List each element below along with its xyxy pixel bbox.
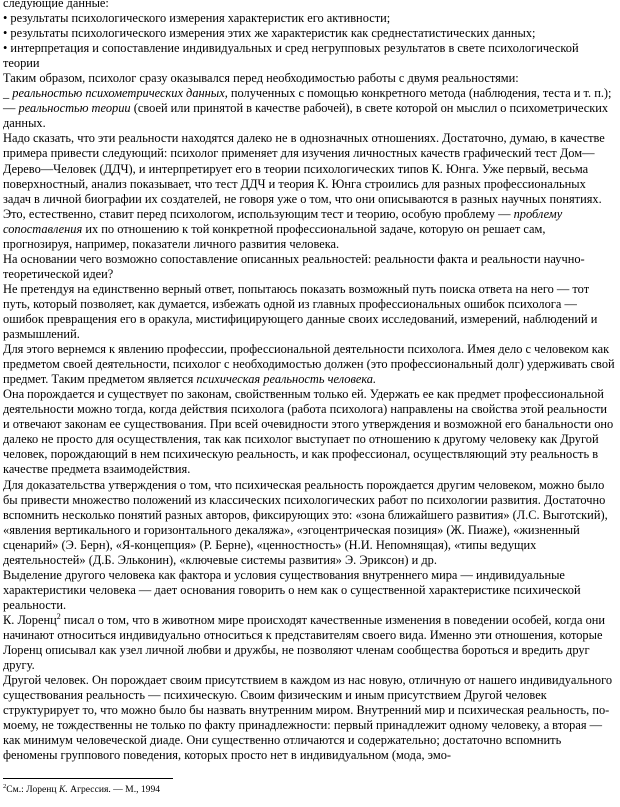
text-run: На основании чего возможно сопоставление описанных реальностей: реальности факта и реальности научно-теоретической идеи? bbox=[3, 251, 585, 281]
text-run: Агрессия. — М., 1994 bbox=[67, 784, 161, 795]
page-body bbox=[3, 0, 615, 763]
paragraph bbox=[3, 131, 615, 251]
paragraph bbox=[3, 41, 615, 71]
text-run: писал о том, что в животном мире происходят качественные изменения в поведении особей, когда они начинают относиться индивидуально относиться к представителям своего вида. Именно эти отношения, которые Лоренц описывал как узел личной любви и дружбы, не позволяют членам сообщества бороться и вредить друг другу. bbox=[3, 612, 606, 673]
italic-text: психическая реальность человека. bbox=[196, 372, 377, 387]
paragraph bbox=[3, 478, 615, 568]
paragraph bbox=[3, 101, 615, 131]
italic-text: К. bbox=[58, 784, 68, 795]
text-run: • результаты психологического измерения характеристик его активности; bbox=[3, 11, 391, 26]
text-run: их по отношению к той конкретной профессиональной задаче, которую он решает сам, прогнозируя, например, показатели личного развития человека. bbox=[3, 221, 546, 251]
text-run: К. Лоренц bbox=[3, 612, 57, 627]
paragraph bbox=[3, 71, 615, 86]
footnote-number: 2 bbox=[3, 783, 7, 790]
italic-text: реальностью психометрических данных, bbox=[12, 86, 228, 101]
text-run: Надо сказать, что эти реальности находятся далеко не в однозначных отношениях. Достаточно, думаю, в качестве примера привести следующий: психолог применяет для изучения личностных качеств графический тест Дом—Дерево—Человек (ДДЧ), и интерпретирует его в теории психологических типов К. Юнга. Уже первый, весьма поверхностный, анализ показывает, что тест ДДЧ и теория К. Юнга строились для разных профессиональных задач в личной биографии их создателей, не говоря уже о том, что они описываются в разных научных понятиях. Это, естественно, ставит перед психологом, использующим тест и теорию, особую проблему — bbox=[3, 131, 605, 221]
text-run: Для доказательства утверждения о том, что психическая реальность порождается другим человеком, можно было бы привести множество положений из классических психологических работ по психологии развития. Достаточно вспомнить несколько понятий разных авторов, фиксирующих это: «зона ближайшего развития» (Л.С. Выготский), «явления вертикального и горизонтального декаляжа», «эгоцентрическая позиция» (Ж. Пиаже), «жизненный сценарий» (Э. Берн), «Я-концепция» (Р. Берне), «ценностность» (Н.И. Непомнящая), «типы ведущих деятельностей» (Д.Б. Эльконин), «ключевые системы развития» Э. Эриксон) и др. bbox=[3, 477, 608, 567]
paragraph bbox=[3, 26, 615, 41]
paragraph bbox=[3, 282, 615, 342]
paragraph bbox=[3, 613, 615, 673]
text-run: • интерпретация и сопоставление индивидуальных и сред негрупповых результатов в свете психологической теории bbox=[3, 41, 579, 71]
text-run: — bbox=[3, 101, 19, 116]
text-run: См.: Лоренц bbox=[6, 784, 59, 795]
paragraph bbox=[3, 568, 615, 613]
paragraph bbox=[3, 342, 615, 387]
text-run: _ bbox=[3, 86, 13, 101]
text-run: (своей или принятой в качестве рабочей), в свете которой он мыслил о психометрических данных. bbox=[3, 101, 609, 131]
footnote bbox=[3, 784, 603, 796]
text-run: следующие данные: bbox=[3, 0, 109, 10]
paragraph bbox=[3, 0, 615, 11]
text-run: Не претендуя на единственно верный ответ, попытаюсь показать возможный путь поиска ответа на него — тот путь, который позволяет, как думается, избежать одной из главных профессиональных ошибок психолога — ошибок превращения его в оракула, мистифицирующего данные своих исследований, измерений, наблюдений и размышлений. bbox=[3, 281, 598, 342]
text-run: Таким образом, психолог сразу оказывался перед необходимостью работы с двумя реальностями: bbox=[3, 71, 519, 86]
paragraph bbox=[3, 11, 615, 26]
text-run: полученных с помощью конкретного метода (наблюдения, теста и т. п.); bbox=[227, 86, 612, 101]
footnote-divider bbox=[3, 778, 173, 779]
text-run: Для этого вернемся к явлению профессии, профессиональной деятельности психолога. Имея дело с человеком как предметом своей деятельности, психолог с необходимостью должен (это профессиональный долг) удерживать свой предмет. Таким предметом является bbox=[3, 342, 615, 387]
text-run: Выделение другого человека как фактора и условия существования внутреннего мира — индивидуальные характеристики человека — дает основания говорить о нем как о существенной характеристике психической реальности. bbox=[3, 567, 581, 612]
footnote-ref: 2 bbox=[56, 611, 61, 621]
paragraph bbox=[3, 252, 615, 282]
text-run: Она порождается и существует по законам, свойственным только ей. Удержать ее как предмет профессиональной деятельности можно тогда, когда действия психолога (работа психолога) направлены на свойства этой реальности и отвечают законам ее существования. При всей очевидности этого утверждения и возможной его банальности оно далеко не просто для осуществления, так как психолог выступает по отношению к другому человеку как Другой человек, порождающий в нем психическую реальность, и как профессионал, осуществляющий эту реальность в качестве предмета взаимодействия. bbox=[3, 387, 614, 477]
paragraph bbox=[3, 387, 615, 477]
text-run: • результаты психологического измерения этих же характеристик как среднестатистических данных; bbox=[3, 26, 536, 41]
paragraph bbox=[3, 86, 615, 101]
italic-text: реальностью теории bbox=[18, 101, 131, 116]
text-run: Другой человек. Он порождает своим присутствием в каждом из нас новую, отличную от нашего индивидуального существования реальность — психическую. Своим физическим и иным присутствием Другой человек структурирует то, что можно было бы назвать внутренним миром. Внутренний мир и психическая реальность, по-моему, не тождественны не только по факту принадлежности: первый принадлежит одному человеку, а вторая — как минимум человеческой диаде. Они существенно отличаются и содержательно; достаточно вспомнить феномены группового поведения, которых просто нет в индивидуальном (мода, эмо- bbox=[3, 673, 613, 763]
paragraph bbox=[3, 673, 615, 763]
italic-text: проблему сопоставления bbox=[3, 206, 563, 236]
